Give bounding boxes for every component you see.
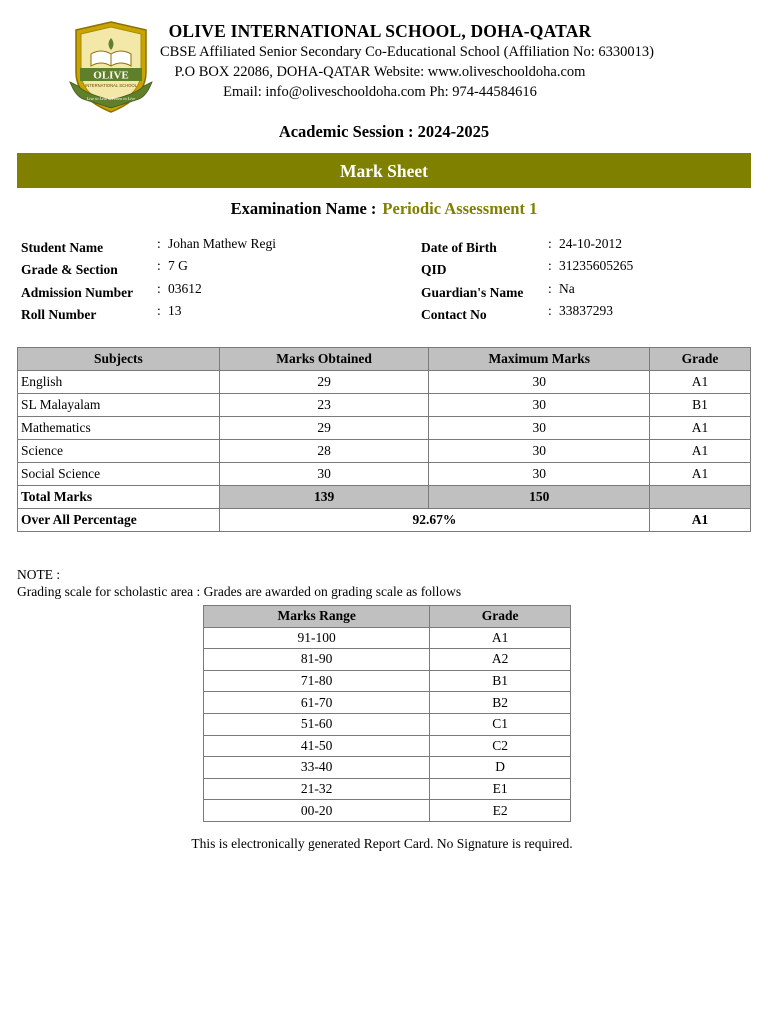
max-cell: 30	[429, 371, 650, 394]
grade-cell: C2	[430, 735, 571, 757]
header-marks-obtained: Marks Obtained	[219, 348, 429, 371]
range-cell: 81-90	[204, 649, 430, 671]
open-book-crest-icon	[66, 20, 156, 116]
footer-note: This is electronically generated Report Card. No Signature is required.	[191, 836, 573, 851]
info-key: Student Name	[21, 240, 104, 255]
grade-cell: A2	[430, 649, 571, 671]
info-colon: :	[548, 258, 552, 274]
contact-no-value: 33837293	[559, 302, 613, 318]
info-row	[21, 303, 411, 325]
range-cell: 91-100	[204, 627, 430, 649]
logo-subtext: INTERNATIONAL SCHOOL	[85, 83, 137, 88]
marks-cell: 29	[219, 371, 429, 394]
range-cell: 00-20	[204, 800, 430, 822]
info-key: Admission Number	[21, 284, 134, 300]
grade-cell: A1	[650, 463, 751, 486]
info-key: Date of Birth	[421, 240, 497, 255]
header-maximum-marks: Maximum Marks	[429, 348, 650, 371]
info-colon: :	[548, 280, 552, 296]
address-line: P.O BOX 22086, DOHA-QATAR Website: www.oliveschooldoha.com	[174, 64, 586, 80]
total-maximum: 150	[429, 486, 650, 509]
grading-scale-table	[203, 605, 571, 822]
percentage-label: Over All Percentage	[18, 509, 220, 532]
subject-cell: SL Malayalam	[18, 394, 220, 417]
marks-cell: 30	[219, 463, 429, 486]
header-subjects: Subjects	[18, 348, 220, 371]
total-label: Total Marks	[18, 486, 220, 509]
grade-cell: B1	[430, 670, 571, 692]
affiliation-line: CBSE Affiliated Senior Secondary Co-Educational School (Affiliation No: 6330013)	[160, 44, 655, 60]
grade-section-value: 7 G	[168, 258, 188, 274]
max-cell: 30	[429, 417, 650, 440]
subject-cell: Social Science	[18, 463, 220, 486]
grade-cell: A1	[650, 417, 751, 440]
roll-number-value: 13	[168, 302, 182, 318]
range-cell: 41-50	[204, 735, 430, 757]
table-row	[18, 463, 751, 486]
info-row	[21, 258, 411, 280]
table-row	[18, 440, 751, 463]
table-row	[204, 778, 571, 800]
range-cell: 21-32	[204, 778, 430, 800]
percentage-row	[18, 509, 751, 532]
grade-cell: D	[430, 757, 571, 779]
student-name-value: Johan Mathew Regi	[168, 236, 276, 251]
info-colon: :	[157, 258, 161, 274]
subject-cell: English	[18, 371, 220, 394]
examination-name	[0, 199, 768, 219]
info-row	[421, 236, 741, 258]
logo-motto: Live to Learn, Learn to Live	[86, 96, 136, 101]
range-cell: 61-70	[204, 692, 430, 714]
table-row	[204, 627, 571, 649]
exam-value: Periodic Assessment 1	[382, 199, 538, 218]
info-key: Contact No	[421, 306, 487, 322]
max-cell: 30	[429, 440, 650, 463]
info-colon: :	[157, 236, 161, 251]
grade-cell: A1	[650, 440, 751, 463]
range-cell: 71-80	[204, 670, 430, 692]
table-row	[18, 371, 751, 394]
header-scale-grade: Grade	[430, 606, 571, 628]
info-key: Guardian's Name	[421, 284, 524, 300]
exam-label: Examination Name :	[230, 199, 377, 218]
range-cell: 33-40	[204, 757, 430, 779]
info-key: Grade & Section	[21, 262, 118, 278]
mark-sheet-banner: Mark Sheet	[17, 153, 751, 188]
grade-cell: A1	[430, 627, 571, 649]
range-cell: 51-60	[204, 713, 430, 735]
header-marks-range: Marks Range	[204, 606, 430, 628]
info-key: Roll Number	[21, 306, 97, 322]
info-colon: :	[548, 236, 552, 251]
qid-value: 31235605265	[559, 258, 634, 274]
table-row	[204, 670, 571, 692]
contact-line: Email: info@oliveschooldoha.com Ph: 974-44584616	[223, 84, 537, 100]
table-row	[204, 649, 571, 671]
percentage-value: 92.67%	[219, 509, 649, 532]
student-info-left	[21, 236, 411, 325]
grade-cell: C1	[430, 713, 571, 735]
header-grade: Grade	[650, 348, 751, 371]
info-colon: :	[157, 280, 161, 296]
dob-value: 24-10-2012	[559, 236, 622, 251]
info-key: QID	[421, 262, 447, 278]
marks-cell: 23	[219, 394, 429, 417]
info-row	[421, 258, 741, 280]
academic-session: Academic Session : 2024-2025	[278, 122, 490, 141]
total-obtained: 139	[219, 486, 429, 509]
overall-grade: A1	[650, 509, 751, 532]
grade-cell: E1	[430, 778, 571, 800]
table-row	[204, 735, 571, 757]
guardian-value: Na	[559, 280, 575, 296]
table-row	[18, 417, 751, 440]
info-colon: :	[548, 302, 552, 318]
scale-header-row	[204, 606, 571, 628]
table-row	[204, 800, 571, 822]
max-cell: 30	[429, 394, 650, 417]
table-row	[204, 713, 571, 735]
student-info-right	[421, 236, 741, 325]
marks-cell: 28	[219, 440, 429, 463]
info-colon: :	[157, 302, 161, 318]
table-row	[204, 757, 571, 779]
marks-table	[17, 347, 751, 532]
info-row	[421, 281, 741, 303]
grade-cell: A1	[650, 371, 751, 394]
info-row	[21, 236, 411, 258]
table-row	[18, 394, 751, 417]
table-row	[204, 692, 571, 714]
subject-cell: Mathematics	[18, 417, 220, 440]
note-title: NOTE :	[17, 567, 61, 582]
max-cell: 30	[429, 463, 650, 486]
grade-cell: B1	[650, 394, 751, 417]
info-row	[421, 303, 741, 325]
note-text: Grading scale for scholastic area : Grades are awarded on grading scale as follows	[17, 584, 462, 599]
info-row	[21, 281, 411, 303]
school-header	[160, 20, 655, 102]
grade-cell: B2	[430, 692, 571, 714]
total-marks-row	[18, 486, 751, 509]
total-grade	[650, 486, 751, 509]
school-logo	[66, 20, 156, 116]
marks-header-row	[18, 348, 751, 371]
admission-number-value: 03612	[168, 280, 202, 296]
logo-text: OLIVE	[93, 69, 129, 82]
school-name: OLIVE INTERNATIONAL SCHOOL, DOHA-QATAR	[168, 21, 592, 41]
note-section	[17, 566, 461, 600]
marks-cell: 29	[219, 417, 429, 440]
subject-cell: Science	[18, 440, 220, 463]
grade-cell: E2	[430, 800, 571, 822]
